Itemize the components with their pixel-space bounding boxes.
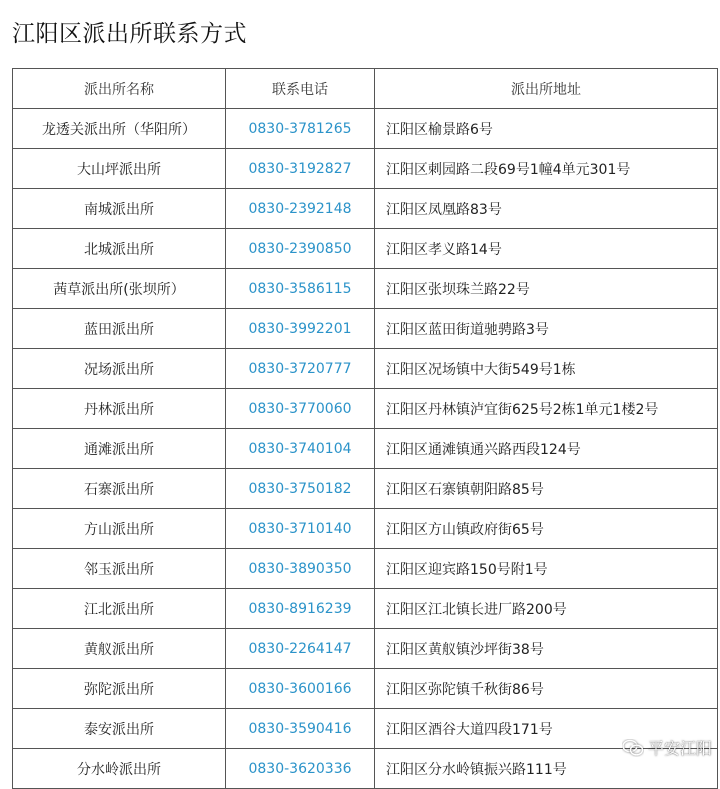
table-row xyxy=(13,269,718,309)
station-name-cell: 江北派出所 xyxy=(13,589,226,629)
phone-link[interactable]: 0830-8916239 xyxy=(248,600,352,617)
table-row xyxy=(13,429,718,469)
table-row xyxy=(13,149,718,189)
address-cell: 江阳区分水岭镇振兴路111号 xyxy=(375,749,718,789)
station-name-cell: 通滩派出所 xyxy=(13,429,226,469)
station-name-cell: 北城派出所 xyxy=(13,229,226,269)
station-name-cell: 分水岭派出所 xyxy=(13,749,226,789)
table-row xyxy=(13,709,718,749)
phone-cell xyxy=(226,149,375,189)
phone-cell xyxy=(226,709,375,749)
table-row xyxy=(13,109,718,149)
header-station-name: 派出所名称 xyxy=(13,69,226,109)
phone-cell xyxy=(226,229,375,269)
address-cell: 江阳区凤凰路83号 xyxy=(375,189,718,229)
phone-link[interactable]: 0830-3770060 xyxy=(248,400,352,417)
phone-cell xyxy=(226,189,375,229)
phone-link[interactable]: 0830-3720777 xyxy=(248,360,352,377)
table-body xyxy=(13,109,718,789)
phone-cell xyxy=(226,669,375,709)
address-cell: 江阳区张坝珠兰路22号 xyxy=(375,269,718,309)
address-cell: 江阳区丹林镇泸宜街625号2栋1单元1楼2号 xyxy=(375,389,718,429)
station-name-cell: 南城派出所 xyxy=(13,189,226,229)
watermark-text: 平安江阳 xyxy=(647,739,712,758)
station-name-cell: 弥陀派出所 xyxy=(13,669,226,709)
station-name-cell: 石寨派出所 xyxy=(13,469,226,509)
station-name-cell: 茜草派出所(张坝所） xyxy=(13,269,226,309)
phone-cell xyxy=(226,549,375,589)
address-cell: 江阳区况场镇中大街549号1栋 xyxy=(375,349,718,389)
station-name-cell: 黄舣派出所 xyxy=(13,629,226,669)
watermark xyxy=(622,736,712,759)
address-cell: 江阳区通滩镇通兴路西段124号 xyxy=(375,429,718,469)
address-cell: 江阳区榆景路6号 xyxy=(375,109,718,149)
address-cell: 江阳区刺园路二段69号1幢4单元301号 xyxy=(375,149,718,189)
phone-cell xyxy=(226,269,375,309)
address-cell: 江阳区酒谷大道四段171号 xyxy=(375,709,718,749)
phone-cell xyxy=(226,109,375,149)
station-name-cell: 龙透关派出所（华阳所） xyxy=(13,109,226,149)
wechat-icon xyxy=(622,739,644,757)
address-cell: 江阳区黄舣镇沙坪街38号 xyxy=(375,629,718,669)
phone-cell xyxy=(226,589,375,629)
phone-cell xyxy=(226,509,375,549)
station-name-cell: 泰安派出所 xyxy=(13,709,226,749)
phone-cell xyxy=(226,309,375,349)
phone-link[interactable]: 0830-3600166 xyxy=(248,680,352,697)
table-row xyxy=(13,509,718,549)
table-row xyxy=(13,469,718,509)
phone-link[interactable]: 0830-3710140 xyxy=(248,520,352,537)
phone-cell xyxy=(226,429,375,469)
address-cell: 江阳区迎宾路150号附1号 xyxy=(375,549,718,589)
address-cell: 江阳区江北镇长进厂路200号 xyxy=(375,589,718,629)
table-row xyxy=(13,669,718,709)
table-row xyxy=(13,349,718,389)
table-row xyxy=(13,309,718,349)
table-row xyxy=(13,229,718,269)
phone-cell xyxy=(226,469,375,509)
station-name-cell: 方山派出所 xyxy=(13,509,226,549)
phone-link[interactable]: 0830-2390850 xyxy=(248,240,352,257)
phone-link[interactable]: 0830-2264147 xyxy=(248,640,352,657)
address-cell: 江阳区方山镇政府街65号 xyxy=(375,509,718,549)
phone-link[interactable]: 0830-3750182 xyxy=(248,480,352,497)
header-phone: 联系电话 xyxy=(226,69,375,109)
phone-link[interactable]: 0830-3590416 xyxy=(248,720,352,737)
station-name-cell: 大山坪派出所 xyxy=(13,149,226,189)
table-row xyxy=(13,549,718,589)
police-contact-table xyxy=(12,68,718,789)
station-name-cell: 邻玉派出所 xyxy=(13,549,226,589)
phone-link[interactable]: 0830-3740104 xyxy=(248,440,352,457)
phone-link[interactable]: 0830-3192827 xyxy=(248,160,352,177)
header-address: 派出所地址 xyxy=(375,69,718,109)
table-header-row xyxy=(13,69,718,109)
table-row xyxy=(13,389,718,429)
phone-cell xyxy=(226,629,375,669)
phone-cell xyxy=(226,349,375,389)
phone-link[interactable]: 0830-3586115 xyxy=(248,280,352,297)
phone-link[interactable]: 0830-2392148 xyxy=(248,200,352,217)
table-row xyxy=(13,589,718,629)
station-name-cell: 况场派出所 xyxy=(13,349,226,389)
phone-link[interactable]: 0830-3781265 xyxy=(248,120,352,137)
phone-cell xyxy=(226,389,375,429)
table-row xyxy=(13,629,718,669)
phone-link[interactable]: 0830-3890350 xyxy=(248,560,352,577)
address-cell: 江阳区孝义路14号 xyxy=(375,229,718,269)
phone-link[interactable]: 0830-3620336 xyxy=(248,760,352,777)
page-title: 江阳区派出所联系方式 xyxy=(12,21,247,47)
station-name-cell: 蓝田派出所 xyxy=(13,309,226,349)
station-name-cell: 丹林派出所 xyxy=(13,389,226,429)
address-cell: 江阳区蓝田街道驰骋路3号 xyxy=(375,309,718,349)
table-row xyxy=(13,189,718,229)
phone-link[interactable]: 0830-3992201 xyxy=(248,320,352,337)
address-cell: 江阳区石寨镇朝阳路85号 xyxy=(375,469,718,509)
address-cell: 江阳区弥陀镇千秋街86号 xyxy=(375,669,718,709)
